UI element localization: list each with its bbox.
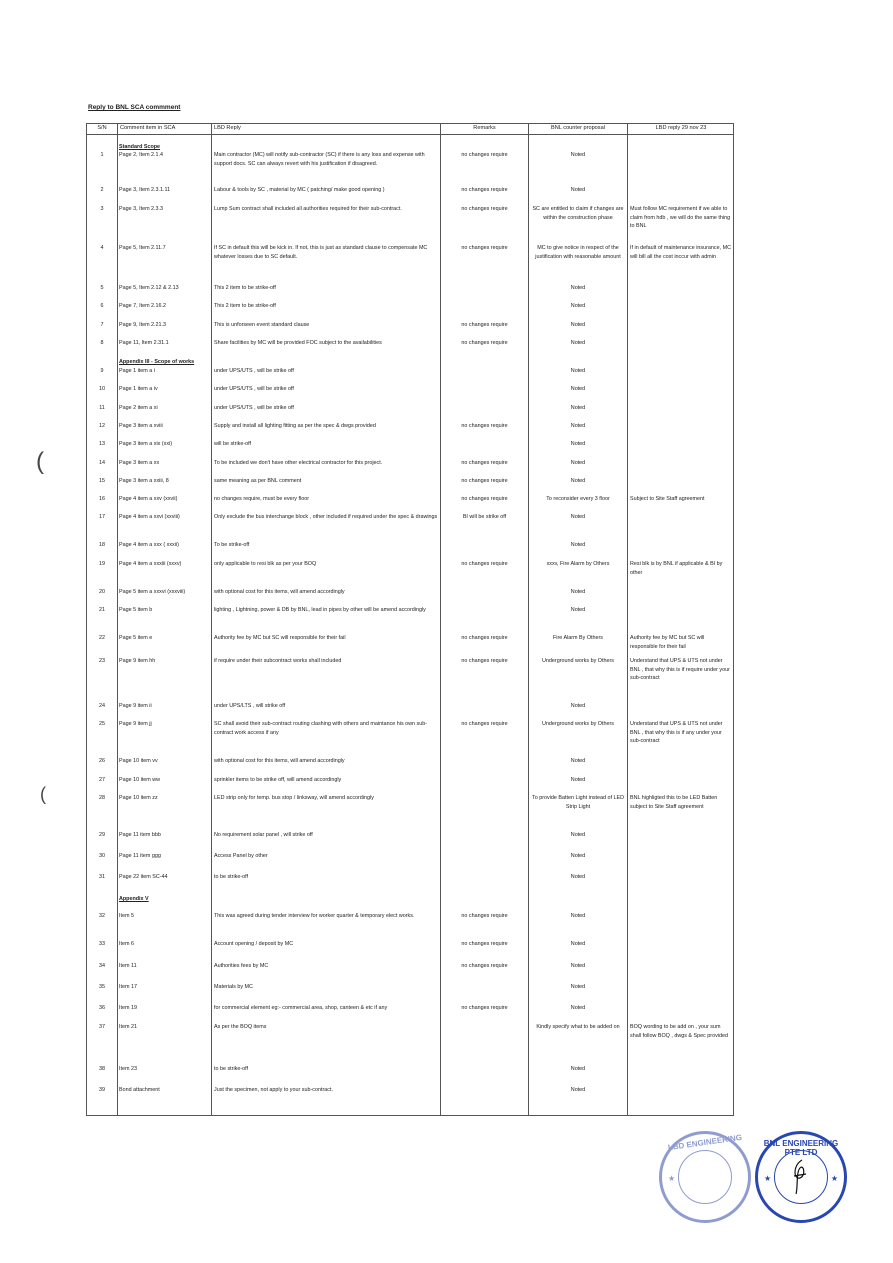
row-bnl-counter: Noted	[570, 441, 586, 447]
row-remarks: no changes require	[461, 340, 508, 346]
row-sn: 8	[100, 340, 104, 346]
row-remarks: no changes require	[461, 721, 508, 727]
row-comment-item: Page 5 item b	[119, 607, 153, 613]
row-lbd-reply: LED strip only for temp. bus stop / linksway, will amend accordingly	[214, 795, 374, 801]
row-lbd-reply: with optional cost for this items, will amend accordingly	[214, 589, 345, 595]
column-divider	[211, 124, 212, 1115]
row-lbd-reply: only applicable to resi blk as per your BOQ	[214, 561, 317, 567]
row-sn: 17	[99, 514, 105, 520]
row-sn: 4	[100, 245, 104, 251]
row-comment-item: Page 4 item a xxxiii (xxxv)	[119, 561, 182, 567]
row-bnl-counter: Noted	[570, 1005, 586, 1011]
row-bnl-counter: Noted	[570, 758, 586, 764]
row-comment-item: Page 4 item a xxx ( xxxii)	[119, 542, 179, 548]
row-bnl-counter: Noted	[570, 1066, 586, 1072]
row-bnl-counter: Underground works by Others	[542, 658, 614, 664]
row-sn: 38	[99, 1066, 105, 1072]
row-sn: 32	[99, 913, 105, 919]
row-bnl-counter: Noted	[570, 853, 586, 859]
column-divider	[528, 124, 529, 1115]
row-bnl-counter: xxxv, Fire Alarm by Others	[546, 561, 610, 567]
row-sn: 21	[99, 607, 105, 613]
row-comment-item: Page 3 item a xxiii, 8	[119, 478, 169, 484]
row-bnl-counter: Noted	[570, 777, 586, 783]
row-comment-item: Page 7, Item 2.16.2	[119, 303, 167, 309]
row-lbd-reply: Account opening / deposit by MC	[214, 941, 294, 947]
row-comment-item: Item 5	[119, 913, 134, 919]
row-lbd-reply: Lump Sum contract shall included all authorities required for their sub-contract.	[214, 206, 402, 212]
row-comment-item: Page 5, Item 2.11.7	[119, 245, 166, 251]
row-remarks: no changes require	[461, 658, 508, 664]
row-lbd-reply: As per the BOQ items	[214, 1024, 267, 1030]
row-lbd-reply-29nov: Subject to Site Staff agreement	[630, 496, 705, 502]
row-bnl-counter: Noted	[570, 322, 586, 328]
row-remarks: no changes require	[461, 496, 508, 502]
row-lbd-reply: to be strike-off	[214, 1066, 249, 1072]
star-icon: ★	[764, 1174, 772, 1183]
row-sn: 18	[99, 542, 105, 548]
row-bnl-counter: Noted	[570, 187, 586, 193]
row-bnl-counter: Noted	[570, 542, 586, 548]
row-comment-item: Page 9, Item 2.21.3	[119, 322, 167, 328]
row-lbd-reply: if require under their subcontract works shall included	[214, 658, 342, 664]
row-comment-item: Item 6	[119, 941, 134, 947]
header-bnl-counter: BNL counter proposal	[551, 125, 605, 131]
row-comment-item: Page 2 item a xi	[119, 405, 158, 411]
row-lbd-reply-29nov: BOQ wording to be add on , your sum shall follow BOQ , dwgs & Spec provided	[630, 1024, 728, 1039]
row-remarks: no changes require	[461, 206, 508, 212]
row-lbd-reply: This is unforseen event standard clause	[214, 322, 310, 328]
row-comment-item: Page 5 item a xxxvi (xxxviii)	[119, 589, 186, 595]
row-comment-item: Item 19	[119, 1005, 137, 1011]
row-remarks: no changes require	[461, 963, 508, 969]
row-remarks: no changes require	[461, 423, 508, 429]
row-bnl-counter: Noted	[570, 703, 586, 709]
row-comment-item: Page 9 item jj	[119, 721, 152, 727]
row-bnl-counter: Noted	[570, 405, 586, 411]
row-bnl-counter: Noted	[570, 460, 586, 466]
row-lbd-reply: under UPS/LTS , will strike off	[214, 703, 286, 709]
row-comment-item: Page 2, Item 2.1.4	[119, 152, 164, 158]
row-comment-item: Page 3, Item 2.3.3	[119, 206, 164, 212]
row-lbd-reply: Just the specimen, not apply to your sub-contract.	[214, 1087, 333, 1093]
row-lbd-reply: SC shall avoid their sub-contract routing clashing with others and maintance his own sub-contract work access if any	[214, 721, 428, 736]
row-sn: 24	[99, 703, 105, 709]
row-sn: 36	[99, 1005, 105, 1011]
row-bnl-counter: Noted	[570, 832, 586, 838]
row-comment-item: Page 10 item vv	[119, 758, 158, 764]
row-bnl-counter: Noted	[570, 589, 586, 595]
row-lbd-reply-29nov: Resi blk is by BNL if applicable & BI by other	[630, 561, 723, 576]
row-lbd-reply: Share facilities by MC will be provided FOC subject to the availabilities	[214, 340, 382, 346]
header-lbd-reply-29nov: LBD reply 29 nov 23	[655, 125, 707, 131]
row-sn: 14	[99, 460, 105, 466]
row-lbd-reply: sprinkler items to be strike off, will amend accordingly	[214, 777, 342, 783]
header-sn: S/N	[97, 125, 107, 131]
row-sn: 22	[99, 635, 105, 641]
row-lbd-reply: This 2 item to be strike-off	[214, 285, 276, 291]
row-lbd-reply: This was agreed during tender interview for worker quarter & temporary elect works.	[214, 913, 415, 919]
table-header	[87, 124, 733, 135]
row-lbd-reply: to be strike-off	[214, 874, 249, 880]
column-divider	[117, 124, 118, 1115]
row-comment-item: Page 5, Item 2.12 & 2.13	[119, 285, 179, 291]
row-bnl-counter: To provide Batten Light instead of LED Strip Light	[532, 795, 624, 810]
lbd-stamp-text: LBD ENGINEERING	[667, 1132, 743, 1153]
row-lbd-reply-29nov: Authority fee by MC but SC will responsible for their fail	[630, 635, 705, 650]
row-lbd-reply-29nov: Understand that UPS & UTS not under BNL , that why this is if any under your sub-contract	[630, 721, 723, 745]
row-remarks: no changes require	[461, 1005, 508, 1011]
section-appendix-v: Appendix V	[119, 896, 149, 902]
row-bnl-counter: Noted	[570, 152, 586, 158]
row-lbd-reply: under UPS/UTS , will be strike off	[214, 405, 294, 411]
header-remarks: Remarks	[473, 125, 496, 131]
row-sn: 11	[99, 405, 105, 411]
row-sn: 37	[99, 1024, 105, 1030]
row-bnl-counter: Noted	[570, 303, 586, 309]
row-lbd-reply: This 2 item to be strike-off	[214, 303, 276, 309]
row-bnl-counter: Noted	[570, 1087, 586, 1093]
row-sn: 1	[100, 152, 104, 158]
row-lbd-reply-29nov: If in default of maintenance insurance, MC will bill all the cost inccur with admin	[630, 245, 731, 260]
row-remarks: no changes require	[461, 941, 508, 947]
lbd-engineering-stamp	[659, 1131, 751, 1223]
row-lbd-reply: same meaning as per BNL comment	[214, 478, 302, 484]
row-comment-item: Page 3, Item 2.3.1.11	[119, 187, 171, 193]
row-comment-item: Page 11, Item 2.31.1	[119, 340, 169, 346]
row-comment-item: Page 4 item a xxv (xxvii)	[119, 496, 178, 502]
row-bnl-counter: To reconsider every 3 floor	[546, 496, 610, 502]
row-remarks: no changes require	[461, 460, 508, 466]
row-comment-item: Item 17	[119, 984, 137, 990]
row-sn: 7	[100, 322, 104, 328]
row-remarks: no changes require	[461, 152, 508, 158]
row-bnl-counter: Fire Alarm By Others	[552, 635, 604, 641]
row-lbd-reply: under UPS/UTS , will be strike off	[214, 368, 294, 374]
row-bnl-counter: Kindly specify what to be added on	[536, 1024, 620, 1030]
row-bnl-counter: Noted	[570, 941, 586, 947]
row-bnl-counter: Noted	[570, 913, 586, 919]
signature-mark	[788, 1158, 812, 1196]
row-comment-item: Item 23	[119, 1066, 137, 1072]
header-comment-item: Comment item in SCA	[120, 125, 176, 131]
row-sn: 13	[99, 441, 105, 447]
row-comment-item: Page 4 item a xxvi (xxviii)	[119, 514, 180, 520]
row-comment-item: Bond attachment	[119, 1087, 160, 1093]
row-lbd-reply: Authority fee by MC but SC will responsible for their fail	[214, 635, 346, 641]
row-sn: 25	[99, 721, 105, 727]
row-bnl-counter: Noted	[570, 874, 586, 880]
row-sn: 34	[99, 963, 105, 969]
reply-table	[86, 123, 734, 1116]
row-bnl-counter: Noted	[570, 423, 586, 429]
row-bnl-counter: MC to give notice in respect of the justification with reasonable amount	[535, 245, 621, 260]
row-lbd-reply: To be included we don't have other electrical contractor for this project.	[214, 460, 383, 466]
row-sn: 23	[99, 658, 105, 664]
row-comment-item: Page 10 item ww	[119, 777, 161, 783]
row-sn: 30	[99, 853, 105, 859]
row-comment-item: Page 22 item SC-44	[119, 874, 168, 880]
row-bnl-counter: Noted	[570, 368, 586, 374]
row-lbd-reply: To be strike-off	[214, 542, 250, 548]
row-bnl-counter: Noted	[570, 340, 586, 346]
row-sn: 19	[99, 561, 105, 567]
row-lbd-reply: with optional cost for this items, will amend accordingly	[214, 758, 345, 764]
row-comment-item: Item 11	[119, 963, 137, 969]
row-sn: 26	[99, 758, 105, 764]
section-appendix-iii: Appendix III - Scope of works	[119, 359, 195, 365]
row-remarks: no changes require	[461, 635, 508, 641]
row-sn: 27	[99, 777, 105, 783]
row-comment-item: Page 1 item a iv	[119, 386, 158, 392]
row-comment-item: Page 1 item a i	[119, 368, 155, 374]
row-sn: 16	[99, 496, 105, 502]
row-bnl-counter: Noted	[570, 963, 586, 969]
row-remarks: BI will be strike off	[462, 514, 507, 520]
row-sn: 33	[99, 941, 105, 947]
row-sn: 35	[99, 984, 105, 990]
row-lbd-reply-29nov: BNL highligted this to be LED Batten subject to Site Staff agreement	[630, 795, 718, 810]
row-remarks: no changes require	[461, 478, 508, 484]
row-comment-item: Page 9 item hh	[119, 658, 156, 664]
row-lbd-reply: no changes require, must be every floor	[214, 496, 309, 502]
row-sn: 10	[99, 386, 105, 392]
row-lbd-reply: Authorities fees by MC	[214, 963, 269, 969]
row-lbd-reply: Materials by MC	[214, 984, 253, 990]
row-lbd-reply: No requirement solar panel , will strike off	[214, 832, 313, 838]
row-comment-item: Page 11 item bbb	[119, 832, 161, 838]
punch-hole-mark: (	[40, 784, 46, 804]
row-sn: 31	[99, 874, 105, 880]
row-sn: 2	[100, 187, 104, 193]
row-bnl-counter: Noted	[570, 285, 586, 291]
star-icon: ★	[668, 1174, 676, 1183]
row-sn: 29	[99, 832, 105, 838]
row-lbd-reply: under UPS/UTS , will be strike off	[214, 386, 294, 392]
row-remarks: no changes require	[461, 561, 508, 567]
column-divider	[627, 124, 628, 1115]
row-comment-item: Page 3 item a xx	[119, 460, 160, 466]
row-sn: 9	[100, 368, 104, 374]
row-lbd-reply-29nov: Understand that UPS & UTS not under BNL , that why this is if require under your sub-contract	[630, 658, 730, 682]
row-remarks: no changes require	[461, 322, 508, 328]
row-bnl-counter: Underground works by Others	[542, 721, 614, 727]
header-lbd-reply: LBD Reply	[214, 125, 241, 131]
row-lbd-reply: for commercial element eg:- commercial area, shop, canteen & etc if any	[214, 1005, 388, 1011]
row-bnl-counter: Noted	[570, 984, 586, 990]
row-bnl-counter: Noted	[570, 607, 586, 613]
row-comment-item: Page 5 item e	[119, 635, 153, 641]
row-lbd-reply: lighting , Lightning, power & DB by BNL, lead in pipes by other will be amend accordingly	[214, 607, 426, 613]
section-standard-scope: Standard Scope	[119, 144, 161, 150]
row-remarks: no changes require	[461, 187, 508, 193]
row-comment-item: Page 3 item a xviii	[119, 423, 163, 429]
row-lbd-reply-29nov: Must follow MC requirement if we able to claim from hdb , we will do the same thing to BNL	[630, 206, 731, 230]
row-sn: 28	[99, 795, 105, 801]
row-sn: 20	[99, 589, 105, 595]
row-sn: 12	[99, 423, 105, 429]
row-lbd-reply: Labour & tools by SC , material by MC ( patching/ make good opening )	[214, 187, 385, 193]
row-lbd-reply: will be strike-off	[214, 441, 252, 447]
bnl-stamp-text: BNL ENGINEERING PTE LTD	[763, 1139, 839, 1157]
row-comment-item: Page 9 item ii	[119, 703, 152, 709]
row-lbd-reply: If SC in default this will be kick in. If not, this is just as standard clause to compensate MC whatever losses due to SC default.	[214, 245, 428, 260]
row-lbd-reply: Only exclude the bus interchange block , other included if required under the spec & drawings	[214, 514, 438, 520]
row-remarks: no changes require	[461, 245, 508, 251]
row-comment-item: Item 21	[119, 1024, 137, 1030]
row-bnl-counter: SC are entitled to claim if changes are within the construction phase	[532, 206, 624, 221]
row-comment-item: Page 3 item a xix (xxi)	[119, 441, 173, 447]
row-comment-item: Page 11 item ggg	[119, 853, 161, 859]
row-bnl-counter: Noted	[570, 514, 586, 520]
row-sn: 15	[99, 478, 105, 484]
row-remarks: no changes require	[461, 913, 508, 919]
row-bnl-counter: Noted	[570, 478, 586, 484]
row-bnl-counter: Noted	[570, 386, 586, 392]
punch-hole-mark: (	[36, 448, 44, 475]
row-lbd-reply: Main contractor (MC) will notify sub-contractor (SC) if there is any loss and expense with support docs. SC can always revert with his justification if disagreed.	[214, 152, 425, 167]
document-title: Reply to BNL SCA commment	[88, 104, 181, 111]
bnl-engineering-stamp	[755, 1131, 847, 1223]
row-sn: 3	[100, 206, 104, 212]
row-sn: 39	[99, 1087, 105, 1093]
row-sn: 5	[100, 285, 104, 291]
star-icon: ★	[830, 1174, 838, 1183]
row-sn: 6	[100, 303, 104, 309]
row-comment-item: Page 10 item zz	[119, 795, 158, 801]
row-lbd-reply: Access Panel by other	[214, 853, 268, 859]
row-lbd-reply: Supply and install all lighting fitting as per the spec & dwgs provided	[214, 423, 376, 429]
